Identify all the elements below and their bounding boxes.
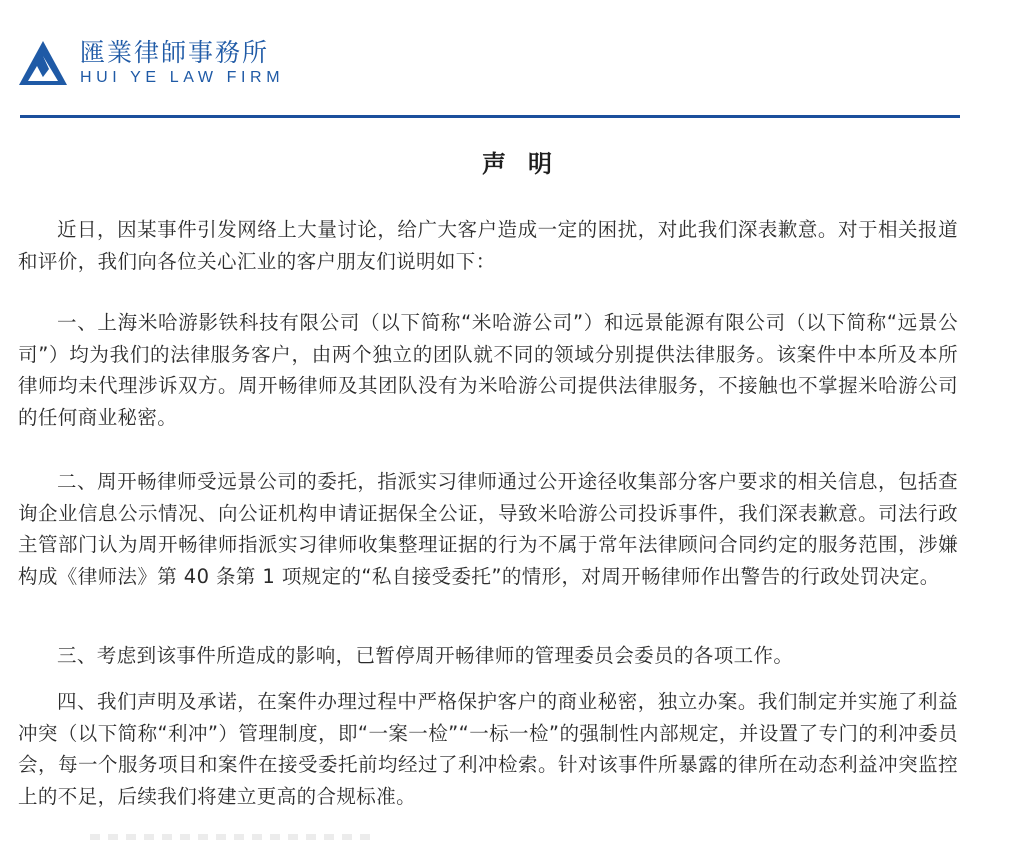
paragraph-section-3: [18, 640, 958, 672]
header-divider: [20, 115, 960, 118]
paragraph-text: 三、考虑到该事件所造成的影响，已暂停周开畅律师的管理委员会委员的各项工作。: [57, 644, 794, 667]
document-title: 声明: [482, 150, 574, 178]
paragraph-text: 近日，因某事件引发网络上大量讨论，给广大客户造成一定的困扰，对此我们深表歉意。对于相关报道和评价，我们向各位关心汇业的客户朋友们说明如下：: [18, 218, 958, 273]
paragraph-text: 二、周开畅律师受远景公司的委托，指派实习律师通过公开途径收集部分客户要求的相关信息，包括查询企业信息公示情况、向公证机构申请证据保全公证，导致米哈游公司投诉事件，我们深表歉意。司法行政主管部门认为周开畅律师指派实习律师收集整理证据的行为不属于常年法律顾问合同约定的服务范围，涉嫌构成《律师法》第 40 条第 1 项规定的“私自接受委托”的情形，对周开畅律师作出警告的行政处罚决定。: [18, 470, 958, 588]
paragraph-text: 四、我们声明及承诺，在案件办理过程中严格保护客户的商业秘密，独立办案。我们制定并实施了利益冲突（以下简称“利冲”）管理制度，即“一案一检”“一标一检”的强制性内部规定，并设置了专门的利冲委员会，每一个服务项目和案件在接受委托前均经过了利冲检索。针对该事件所暴露的律所在动态利益冲突监控上的不足，后续我们将建立更高的合规标准。: [18, 690, 958, 808]
cropped-next-line: [90, 834, 370, 840]
letterhead: [18, 38, 284, 88]
paragraph-section-1: [18, 307, 958, 433]
paragraph-section-4: [18, 686, 958, 812]
paragraph-intro: [18, 214, 958, 277]
paragraph-text: 一、上海米哈游影铁科技有限公司（以下简称“米哈游公司”）和远景能源有限公司（以下简称“远景公司”）均为我们的法律服务客户，由两个独立的团队就不同的领域分别提供法律服务。该案件中本所及本所律师均未代理涉诉双方。周开畅律师及其团队没有为米哈游公司提供法律服务，不接触也不掌握米哈游公司的任何商业秘密。: [18, 311, 958, 429]
paragraph-section-2: [18, 466, 958, 592]
firm-name-chinese: 匯業律師事務所: [80, 38, 270, 67]
firm-names: [80, 39, 284, 87]
firm-name-english: HUI YE LAW FIRM: [80, 69, 285, 86]
triangle-a-logo-icon: [18, 40, 68, 86]
